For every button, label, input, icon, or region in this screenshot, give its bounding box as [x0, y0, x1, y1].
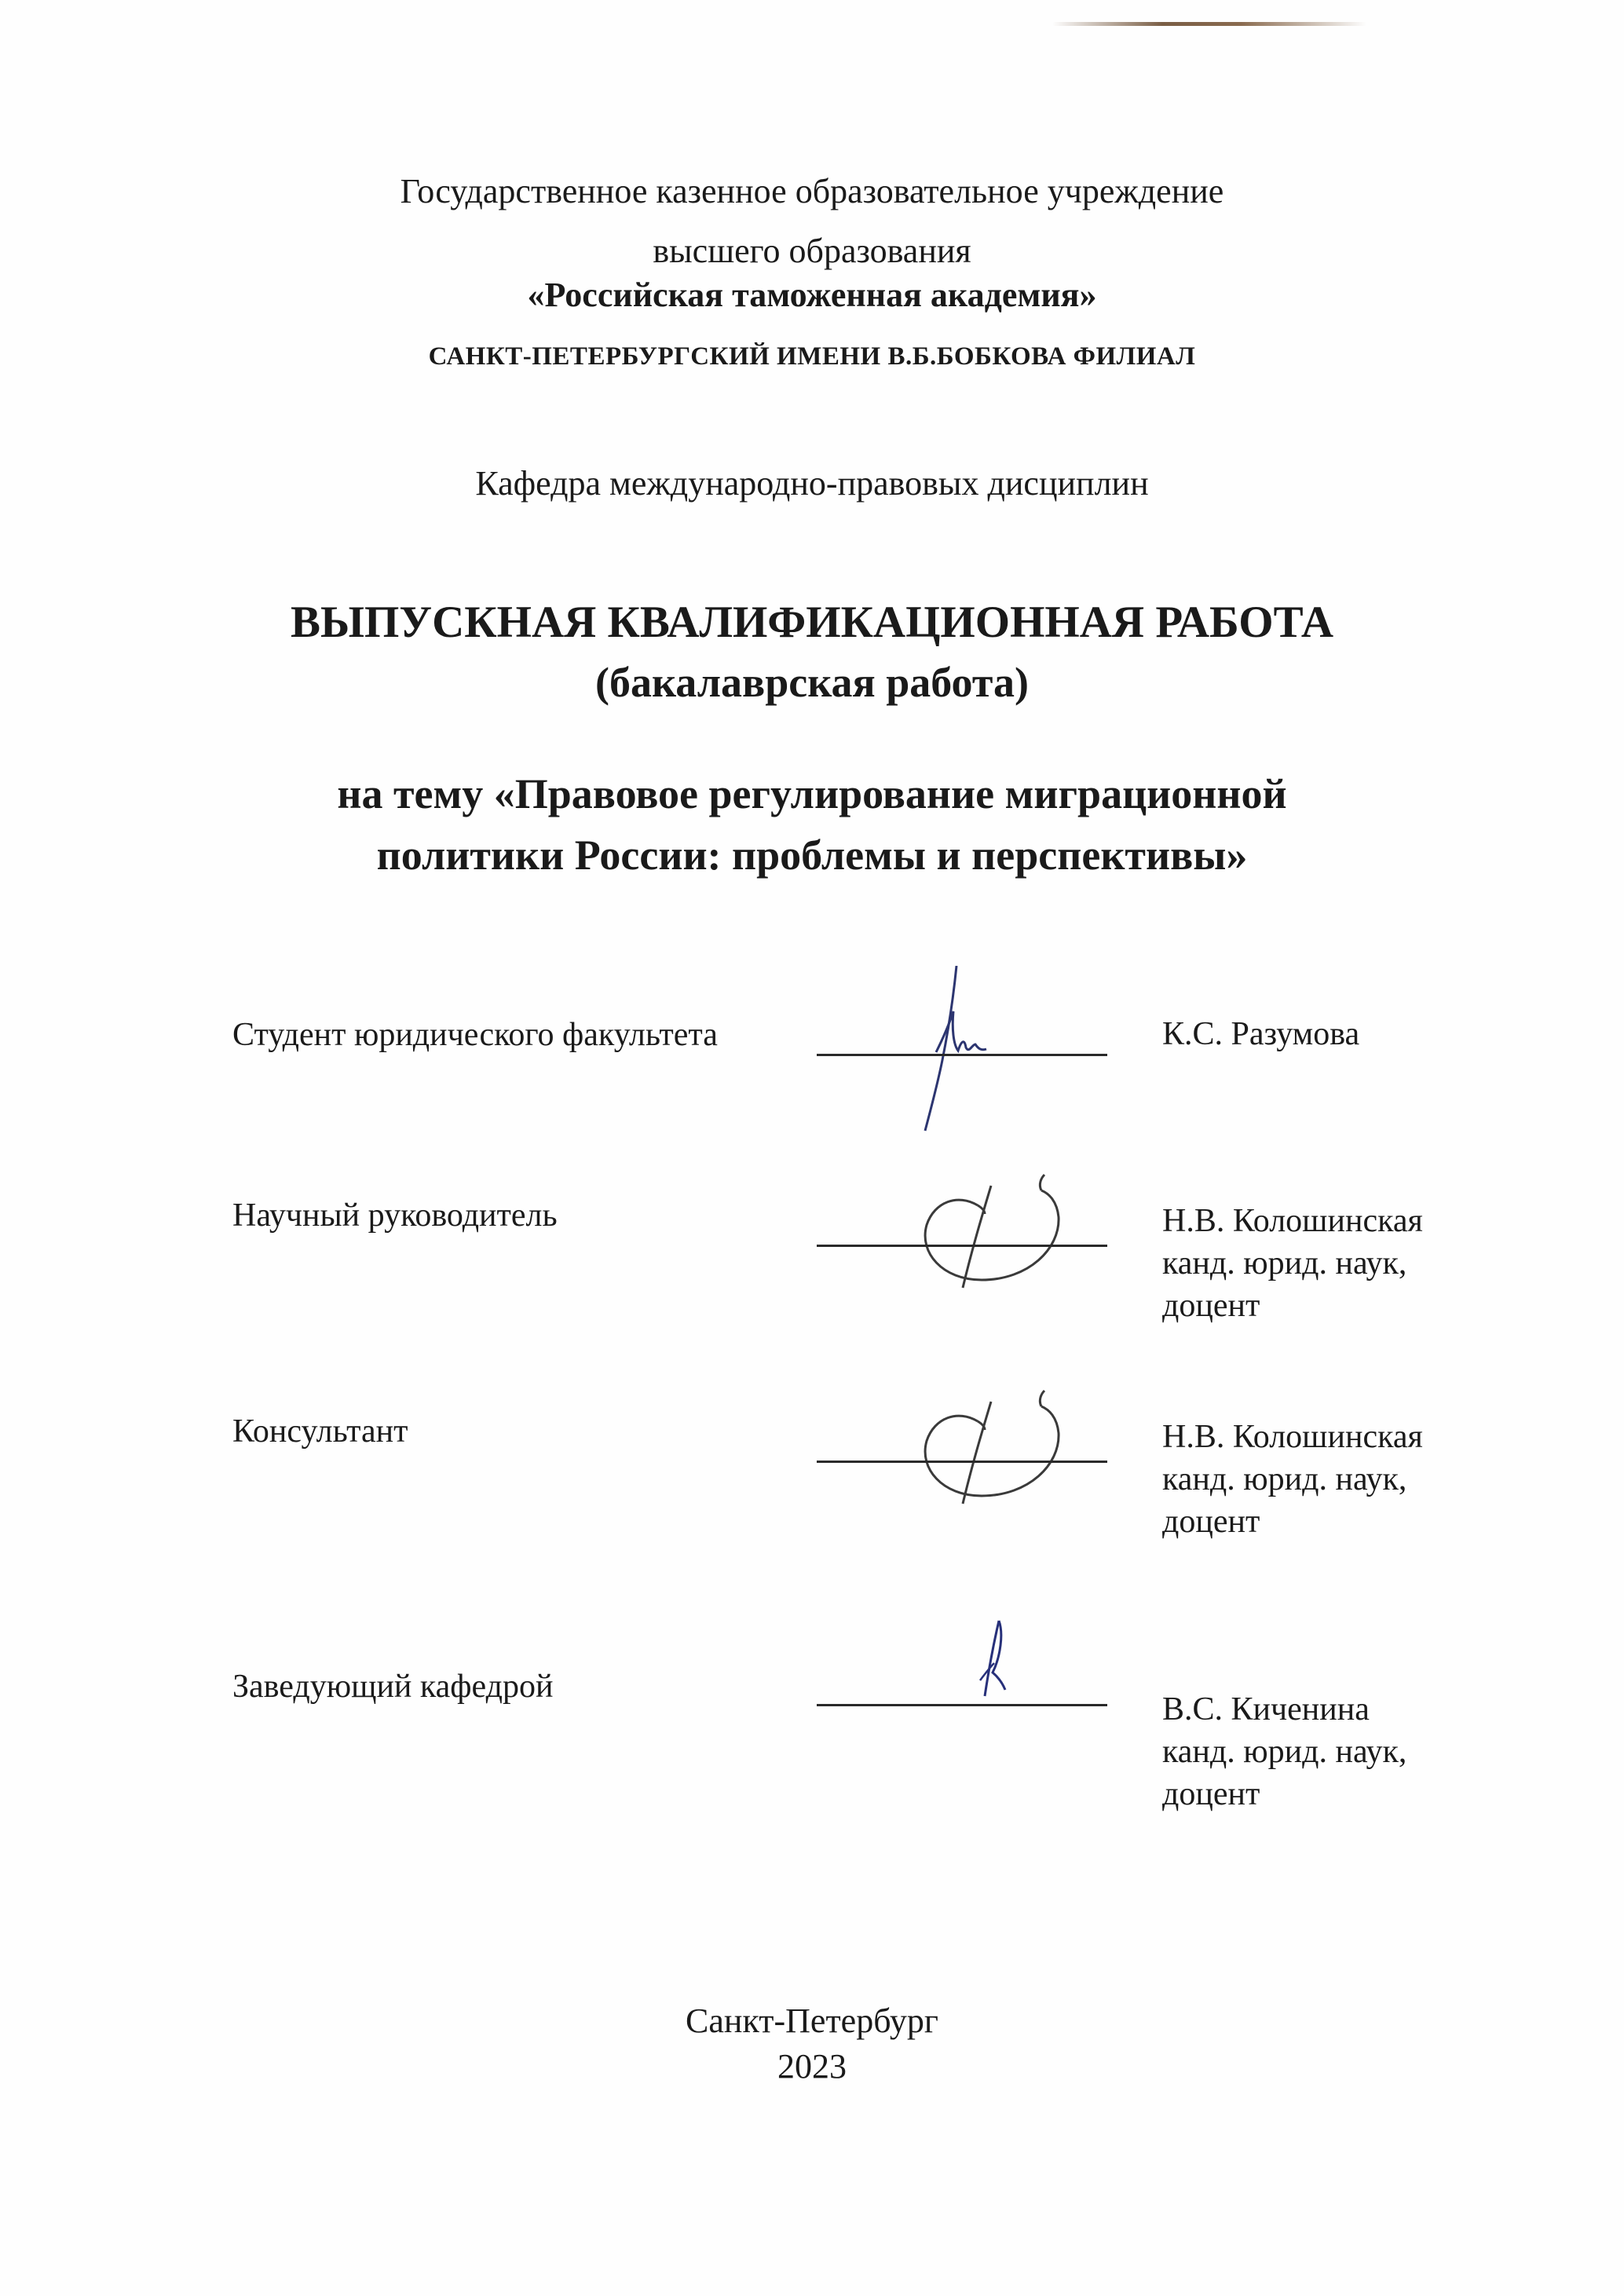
signature-role: Научный руководитель	[232, 1197, 558, 1234]
signature-row-supervisor	[0, 1178, 1624, 1335]
signatory-name: Н.В. Колошинская	[1162, 1419, 1423, 1455]
signature-row-consultant	[0, 1394, 1624, 1551]
institution-line-2: высшего образования	[653, 232, 971, 270]
signature-line	[817, 1245, 1107, 1247]
signatory-block	[1162, 1688, 1406, 1815]
signature-line	[817, 1054, 1107, 1056]
signatory-block	[1162, 1200, 1423, 1327]
signature-line	[817, 1461, 1107, 1463]
signatory-degree: канд. юрид. наук,	[1162, 1461, 1407, 1497]
topic-line-1: на тему «Правовое регулирование миграционной	[337, 770, 1287, 817]
signatory-block	[1162, 1416, 1423, 1543]
scan-page-edge	[1052, 22, 1366, 26]
supervisor-signature-icon	[903, 1170, 1107, 1296]
signatory-degree: канд. юрид. наук,	[1162, 1734, 1407, 1770]
student-signature-icon	[887, 966, 1029, 1139]
institution-name: «Российская таможенная академия»	[527, 276, 1097, 314]
signatory-name: Н.В. Колошинская	[1162, 1203, 1423, 1239]
signature-line	[817, 1704, 1107, 1706]
signatory-position: доцент	[1162, 1504, 1260, 1540]
signature-row-student	[0, 966, 1624, 1123]
topic-line-2: политики России: проблемы и перспективы»	[376, 832, 1248, 879]
signature-role: Консультант	[232, 1413, 408, 1450]
institution-line-1: Государственное казенное образовательное учреждение	[400, 172, 1224, 210]
signatory-position: доцент	[1162, 1776, 1260, 1812]
branch-name: САНКТ-ПЕТЕРБУРГСКИЙ ИМЕНИ В.Б.БОБКОВА ФИЛИАЛ	[428, 342, 1196, 371]
work-type-heading: ВЫПУСКНАЯ КВАЛИФИКАЦИОННАЯ РАБОТА	[290, 598, 1333, 647]
signature-role: Студент юридического факультета	[232, 1017, 718, 1053]
city: Санкт-Петербург	[686, 2002, 938, 2040]
signatory-degree: канд. юрид. наук,	[1162, 1245, 1407, 1281]
department-name: Кафедра международно-правовых дисциплин	[475, 464, 1149, 503]
work-subtype: (бакалаврская работа)	[595, 659, 1029, 706]
signature-role: Заведующий кафедрой	[232, 1669, 554, 1705]
signatory-position: доцент	[1162, 1288, 1260, 1324]
consultant-signature-icon	[903, 1386, 1107, 1512]
signature-row-head	[0, 1625, 1624, 1812]
year: 2023	[777, 2047, 847, 2086]
signatory-name: К.С. Разумова	[1162, 1016, 1360, 1052]
signatory-name: В.С. Киченина	[1162, 1691, 1370, 1727]
